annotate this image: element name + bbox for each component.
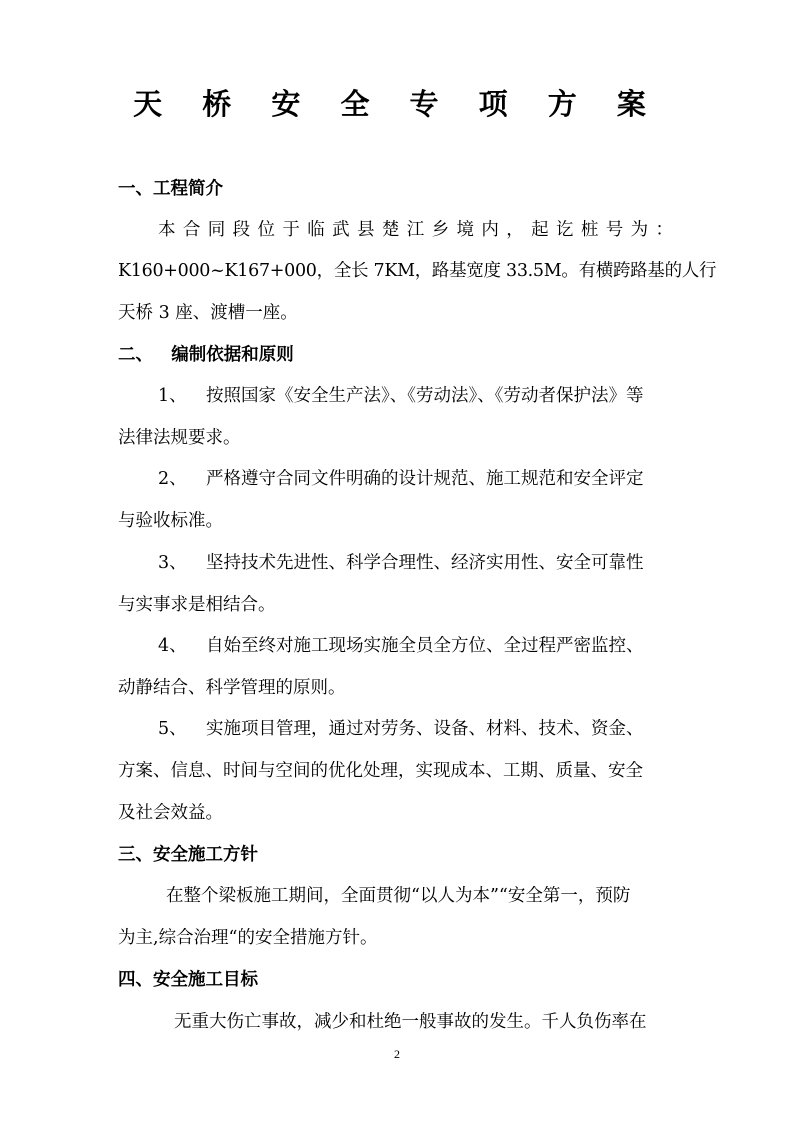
paragraph-line: 天桥 3 座、渡槽一座。 [118, 303, 298, 323]
paragraph-line: K160+000~K167+000，全长 7KM，路基宽度 33.5M。有横跨路基的人行 [118, 261, 717, 281]
list-item-text: 严格遵守合同文件明确的设计规范、施工规范和安全评定 [206, 469, 644, 489]
page-number: 2 [394, 1047, 400, 1061]
section-heading-1: 一、工程简介 [118, 179, 223, 199]
paragraph-line: 在整个梁板施工期间，全面贯彻“以人为本”“安全第一，预防 [166, 886, 631, 906]
section-heading-3: 三、安全施工方针 [118, 845, 258, 865]
list-item-text: 按照国家《安全生产法》、《劳动法》、《劳动者保护法》等 [206, 386, 644, 406]
paragraph-line: 无重大伤亡事故，减少和杜绝一般事故的发生。千人负伤率在 [174, 1012, 647, 1032]
paragraph-line: 方案、信息、时间与空间的优化处理，实现成本、工期、质量、安全 [118, 761, 643, 781]
section-heading-4: 四、安全施工目标 [118, 970, 258, 990]
list-item-text: 坚持技术先进性、科学合理性、经济实用性、安全可靠性 [206, 553, 644, 573]
list-item-number: 4、 [158, 636, 187, 656]
list-item-1 [158, 384, 644, 408]
list-item-number: 5、 [158, 719, 187, 739]
list-item-text: 实施项目管理，通过对劳务、设备、材料、技术、资金、 [206, 719, 644, 739]
list-item-3 [158, 551, 644, 575]
list-item-number: 1、 [158, 386, 187, 406]
paragraph-line: 法律法规要求。 [118, 428, 241, 448]
list-item-4 [158, 634, 644, 658]
paragraph-line: 及社会效益。 [118, 803, 223, 823]
paragraph-line: 本 合 同 段 位 于 临 武 县 楚 江 乡 境 内 ， 起 讫 桩 号 为 ： [158, 220, 673, 240]
document-title: 天 桥 安 全 专 项 方 案 [133, 87, 661, 121]
paragraph-line: 与验收标准。 [118, 511, 223, 531]
section-heading-2: 二、 编制依据和原则 [118, 345, 294, 365]
list-item-number: 3、 [158, 553, 187, 573]
list-item-text: 自始至终对施工现场实施全员全方位、全过程严密监控、 [206, 636, 644, 656]
paragraph-line: 动静结合、科学管理的原则。 [118, 678, 346, 698]
paragraph-line: 与实事求是相结合。 [118, 595, 276, 615]
list-item-5 [158, 717, 644, 741]
paragraph-line: 为主,综合治理“的安全措施方针。 [118, 928, 378, 948]
list-item-number: 2、 [158, 469, 187, 489]
list-item-2 [158, 467, 644, 491]
